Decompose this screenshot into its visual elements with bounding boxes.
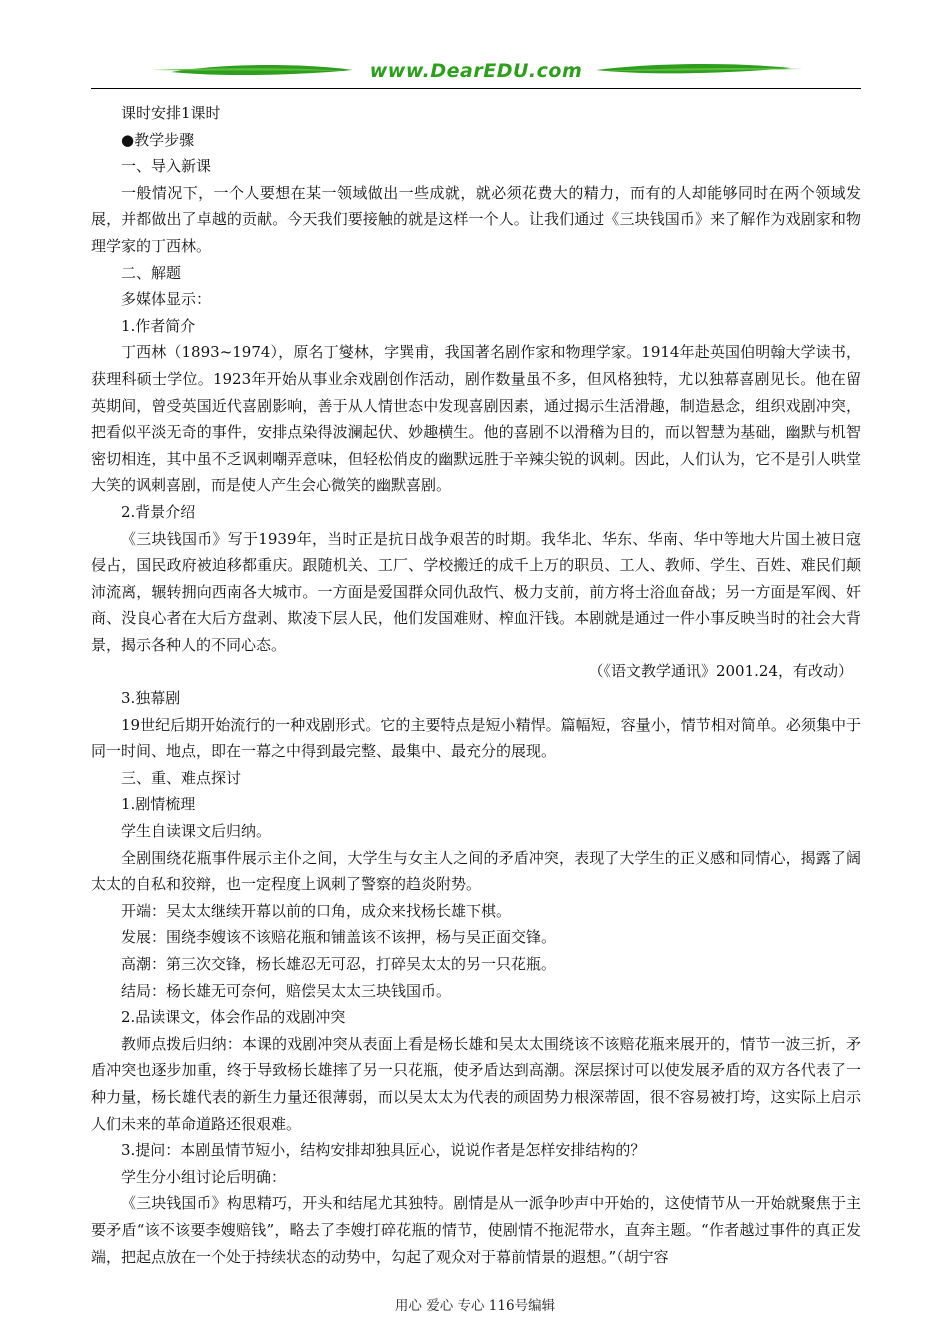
site-header-banner: [91, 58, 861, 90]
section-heading: 二、解题: [121, 263, 182, 282]
paragraph: 《三块钱国币》写于1939年，当时正是抗日战争艰苦的时期。我华北、华东、华南、华中等地大片国土被日寇侵占，国民政府被迫移都重庆。跟随机关、工厂、学校搬迁的成千上万的职员、工人、教师、学生、百姓、难民们颠沛流离，辗转拥向西南各大城市。一方面是爱国群众同仇敌忾、极力支前，前方将士浴血奋战；另一方面是军阀、奸商、没良心者在大后方盘剥、欺凌下层人民，他们发国难财、榨血汗钱。本剧就是通过一件小事反映当时的社会大背景，揭示各种人的不同心态。: [91, 529, 861, 654]
question: 3.提问：本剧虽情节短小，结构安排却独具匠心，说说作者是怎样安排结构的？: [121, 1141, 646, 1160]
subheading: 2.背景介绍: [121, 502, 196, 521]
paragraph: 教师点拨后归纳：本课的戏剧冲突从表面上看是杨长雄和吴太太围绕该不该赔花瓶来展开的，情节一波三折，矛盾冲突也逐步加重，终于导致杨长雄摔了另一只花瓶，使矛盾达到高潮。深层探讨可以使发展矛盾的双方各代表了一种力量，杨长雄代表的新生力量还很薄弱，而以吴太太为代表的顽固势力根深蒂固，很不容易被打垮，这实际上启示人们未来的革命道路还很艰难。: [91, 1034, 861, 1133]
paragraph: ●教学步骤: [121, 130, 195, 149]
paragraph: 全剧围绕花瓶事件展示主仆之间，大学生与女主人之间的矛盾冲突，表现了大学生的正义感和同情心，揭露了阔太太的自私和狡辩，也一定程度上讽刺了警察的趋炎附势。: [91, 848, 861, 894]
subheading: 2.品读课文，体会作品的戏剧冲突: [121, 1008, 346, 1027]
section-heading: 三、重、难点探讨: [121, 768, 242, 787]
subheading: 1.作者简介: [121, 316, 196, 335]
paragraph: 学生分小组讨论后明确：: [121, 1167, 287, 1186]
header-divider: [91, 88, 861, 89]
plot-stage: 发展：围绕李嫂该不该赔花瓶和铺盖该不该押，杨与吴正面交锋。: [121, 928, 557, 947]
section-heading: 一、导入新课: [121, 157, 212, 176]
subheading: 3.独幕剧: [121, 689, 181, 708]
page-footer: 用心 爱心 专心 116号编辑: [394, 1298, 556, 1314]
site-logo[interactable]: www.DearEDU.com: [369, 60, 583, 82]
citation: （《语文教学通讯》2001.24，有改动）: [588, 662, 853, 681]
paragraph: 19世纪后期开始流行的一种戏剧形式。它的主要特点是短小精悍。篇幅短，容量小，情节相对简单。必须集中于同一时间、地点，即在一幕之中得到最完整、最集中、最充分的展现。: [91, 715, 861, 761]
paragraph: 《三块钱国币》构思精巧，开头和结尾尤其独特。剧情是从一派争吵声中开始的，这使情节从一开始就聚焦于主要矛盾“该不该要李嫂赔钱”，略去了李嫂打碎花瓶的情节，使剧情不拖泥带水，直奔主题。“作者越过事件的真正发端，把起点放在一个处于持续状态的动势中，勾起了观众对于幕前情景的遐想。”（胡宁容: [91, 1194, 861, 1266]
paragraph: 丁西林（1893~1974），原名丁燮林，字巽甫，我国著名剧作家和物理学家。1914年赴英国伯明翰大学读书，获理科硕士学位。1923年开始从事业余戏剧创作活动，剧作数量虽不多，但风格独特，尤以独幕喜剧见长。他在留英期间，曾受英国近代喜剧影响，善于从人情世态中发现喜剧因素，通过揭示生活滑趣，制造悬念，组织戏剧冲突，把看似平淡无奇的事件，安排点染得波澜起伏、妙趣横生。他的喜剧不以滑稽为目的，而以智慧为基础，幽默与机智密切相连，其中虽不乏讽刺嘲弄意味，但轻松俏皮的幽默远胜于辛辣尖锐的讽刺。因此，人们认为，它不是引人哄堂大笑的讽刺喜剧，而是使人产生会心微笑的幽默喜剧。: [91, 343, 861, 495]
plot-stage: 结局：杨长雄无可奈何，赔偿吴太太三块钱国币。: [121, 981, 452, 1000]
plot-stage: 开端：吴太太继续开幕以前的口角，成众来找杨长雄下棋。: [121, 901, 512, 920]
document-body: [91, 100, 861, 1270]
paragraph: 课时安排1课时: [121, 104, 221, 122]
paragraph: 一般情况下，一个人要想在某一领域做出一些成就，就必须花费大的精力，而有的人却能够同时在两个领域发展，并都做出了卓越的贡献。今天我们要接触的就是这样一个人。让我们通过《三块钱国币》来了解作为戏剧家和物理学家的丁西林。: [91, 183, 861, 255]
subheading: 1.剧情梳理: [121, 795, 196, 814]
paragraph: 学生自读课文后归纳。: [121, 822, 272, 841]
plot-stage: 高潮：第三次交锋，杨长雄忍无可忍，打碎吴太太的另一只花瓶。: [121, 955, 557, 973]
paragraph: 多媒体显示：: [121, 290, 212, 309]
